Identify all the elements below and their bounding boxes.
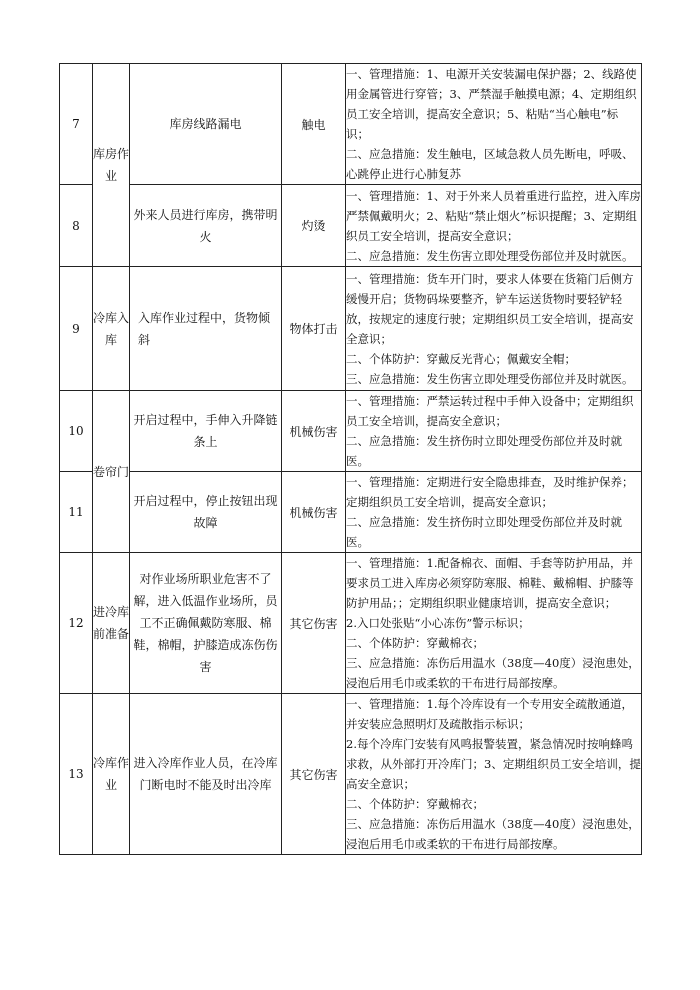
activity-cell: 对作业场所职业危害不了解，进入低温作业场所，员工不正确佩戴防寒服、棉鞋，棉帽，护膝造成冻伤伤害 [130, 553, 282, 694]
measure-line: 二、应急措施：发生触电，区域急救人员先断电，呼吸、心跳停止进行心肺复苏 [346, 147, 634, 181]
harm-type-cell: 触电 [282, 64, 346, 185]
measure-line: 三、应急措施：冻伤后用温水（38度—40度）浸泡患处，浸泡后用毛巾或柔软的干布进行局部按摩。 [346, 817, 640, 851]
measure-line: 二、个体防护：穿戴反光背心；佩戴安全帽； [346, 351, 576, 366]
measure-line: 一、管理措施：1.配备棉衣、面帽、手套等防护用品，并要求员工进入库房必须穿防寒服、棉鞋、戴棉帽、护膝等防护用品；；定期组织职业健康培训，提高安全意识； [346, 556, 634, 610]
harm-type-cell: 其它伤害 [282, 553, 346, 694]
table-row [60, 694, 642, 855]
measure-line: 一、管理措施：1、电源开关安装漏电保护器；2、线路使用金属管进行穿管；3、严禁湿手触摸电源；4、定期组织员工安全培训，提高安全意识；5、粘贴“当心触电”标识； [346, 67, 637, 141]
measure-line: 二、应急措施：发生挤伤时立即处理受伤部位并及时就医。 [346, 434, 622, 468]
row-number: 7 [60, 64, 93, 185]
harm-type-cell: 机械伤害 [282, 472, 346, 553]
measures-cell [346, 553, 642, 694]
operation-cell: 库房作业 [93, 64, 130, 267]
harm-type-cell: 灼烫 [282, 185, 346, 267]
measure-line: 一、管理措施：严禁运转过程中手伸入设备中；定期组织员工安全培训，提高安全意识； [346, 394, 634, 428]
table-row [60, 64, 642, 185]
measure-line: 一、管理措施：1、对于外来人员着重进行监控，进入库房严禁佩戴明火；2、粘贴“禁止烟火”标识提醒；3、定期组织员工安全培训，提高安全意识； [346, 188, 641, 243]
row-number: 11 [60, 472, 93, 553]
operation-cell: 进冷库前准备 [93, 553, 130, 694]
table-row [60, 391, 642, 472]
measure-line: 2.每个冷库门安装有风鸣报警装置，紧急情况时按响蜂鸣求救，从外部打开冷库门；3、定期组织员工安全培训，提高安全意识； [346, 737, 641, 791]
measure-line: 三、应急措施：发生伤害立即处理受伤部位并及时就医。 [346, 371, 634, 386]
table-row [60, 472, 642, 553]
activity-cell: 开启过程中，停止按钮出现故障 [130, 472, 282, 553]
activity-cell: 入库作业过程中，货物倾斜 [130, 267, 282, 391]
table-row [60, 185, 642, 267]
activity-cell: 外来人员进行库房，携带明火 [130, 185, 282, 267]
measure-line: 三、应急措施：冻伤后用温水（38度—40度）浸泡患处，浸泡后用毛巾或柔软的干布进行局部按摩。 [346, 656, 640, 690]
measure-line: 一、管理措施：货车开门时，要求人体要在货箱门后侧方缓慢开启；货物码垛要整齐，铲车运送货物时要轻铲轻放，按规定的速度行驶；定期组织员工安全培训，提高安全意识； [346, 271, 634, 346]
table-row [60, 267, 642, 391]
measures-cell [346, 472, 642, 553]
measures-cell [346, 64, 642, 185]
measure-line: 一、管理措施：1.每个冷库设有一个专用安全疏散通道，并安装应急照明灯及疏散指示标识； [346, 697, 633, 731]
harm-type-cell: 机械伤害 [282, 391, 346, 472]
activity-cell: 库房线路漏电 [130, 64, 282, 185]
row-number: 9 [60, 267, 93, 391]
measure-line: 二、个体防护：穿戴棉衣； [346, 636, 484, 650]
operation-cell: 冷库作业 [93, 694, 130, 855]
harm-type-cell: 物体打击 [282, 267, 346, 391]
activity-cell: 进入冷库作业人员，在冷库门断电时不能及时出冷库 [130, 694, 282, 855]
measure-line: 二、个体防护：穿戴棉衣； [346, 797, 484, 811]
hazard-measures-table [59, 63, 642, 855]
row-number: 10 [60, 391, 93, 472]
measure-line: 2.入口处张贴“小心冻伤”警示标识； [346, 616, 530, 630]
operation-cell: 冷库入库 [93, 267, 130, 391]
measures-cell [346, 391, 642, 472]
measure-line: 一、管理措施：定期进行安全隐患排查，及时维护保养；定期组织员工安全培训，提高安全意识； [346, 475, 634, 509]
harm-type-cell: 其它伤害 [282, 694, 346, 855]
measures-cell [346, 185, 642, 267]
row-number: 13 [60, 694, 93, 855]
measure-line: 二、应急措施：发生挤伤时立即处理受伤部位并及时就医。 [346, 515, 622, 549]
measures-cell [346, 694, 642, 855]
activity-cell: 开启过程中，手伸入升降链条上 [130, 391, 282, 472]
operation-cell: 卷帘门 [93, 391, 130, 553]
row-number: 8 [60, 185, 93, 267]
measure-line: 二、应急措施：发生伤害立即处理受伤部位并及时就医。 [346, 248, 634, 263]
table-row [60, 553, 642, 694]
row-number: 12 [60, 553, 93, 694]
measures-cell [346, 267, 642, 391]
